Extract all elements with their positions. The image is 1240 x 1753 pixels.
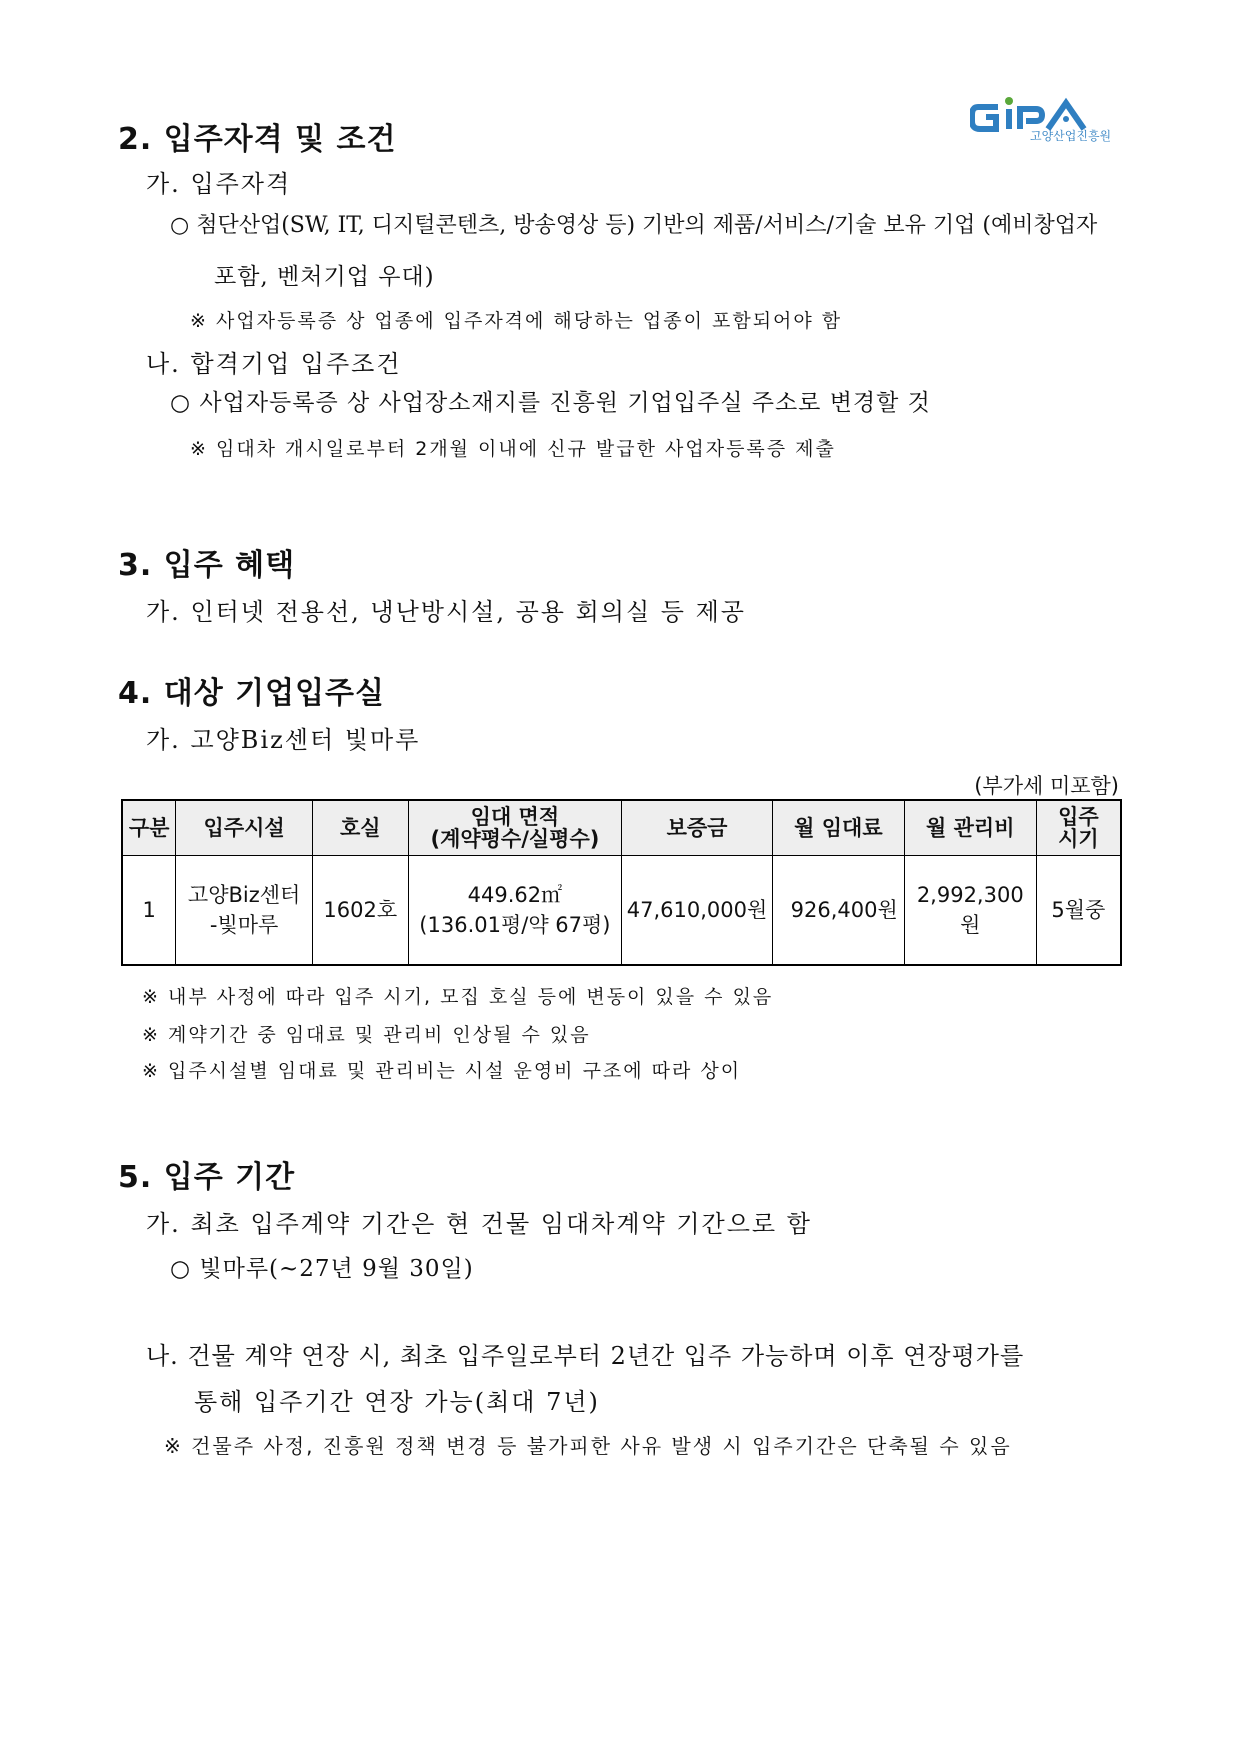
section-5-b-note: ※ 건물주 사정, 진흥원 정책 변경 등 불가피한 사유 발생 시 입주기간은 단축될 수 있음: [164, 1434, 1012, 1458]
section-2-a-label: 가. 입주자격: [146, 170, 292, 198]
header-facility: 입주시설: [176, 800, 313, 856]
header-time: [1036, 800, 1121, 856]
cell-deposit: 47,610,000원: [622, 856, 773, 966]
cell-time: 5월중: [1036, 856, 1121, 966]
section-2-title: 2. 입주자격 및 조건: [118, 122, 397, 157]
header-time-line1: 입주: [1058, 805, 1099, 829]
vat-note: (부가세 미포함): [974, 774, 1119, 798]
section-2-a-note: ※ 사업자등록증 상 업종에 입주자격에 해당하는 업종이 포함되어야 함: [190, 310, 843, 332]
table-row: [122, 856, 1121, 966]
section-4-note-3: ※ 입주시설별 임대료 및 관리비는 시설 운영비 구조에 따라 상이: [142, 1060, 742, 1082]
section-4-title: 4. 대상 기업입주실: [118, 676, 386, 711]
section-2-a-item-line2: 포함, 벤처기업 우대): [214, 264, 435, 290]
table-header-row: [122, 800, 1121, 856]
section-2-b-item: ○ 사업자등록증 상 사업장소재지를 진흥원 기업입주실 주소로 변경할 것: [170, 390, 931, 416]
section-5-b-label-line2: 통해 입주기간 연장 가능(최대 7년): [194, 1388, 600, 1416]
section-5-a-item: ○ 빛마루(~27년 9월 30일): [170, 1256, 474, 1282]
header-rent: 월 임대료: [772, 800, 904, 856]
header-room: 호실: [312, 800, 408, 856]
section-2-b-note: ※ 임대차 개시일로부터 2개월 이내에 신규 발급한 사업자등록증 제출: [190, 438, 836, 460]
cell-room: 1602호: [312, 856, 408, 966]
cell-facility-line2: -빛마루: [209, 913, 279, 937]
cell-facility: [176, 856, 313, 966]
section-4-note-2: ※ 계약기간 중 임대료 및 관리비 인상될 수 있음: [142, 1024, 591, 1046]
section-2-a-item-line1: ○ 첨단산업(SW, IT, 디지털콘텐츠, 방송영상 등) 기반의 제품/서비스/기술 보유 기업 (예비창업자: [170, 213, 1098, 238]
cell-area-line1: 449.62㎡: [467, 883, 563, 907]
header-mgmt: 월 관리비: [904, 800, 1036, 856]
header-no: 구분: [122, 800, 176, 856]
header-deposit: 보증금: [622, 800, 773, 856]
cell-mgmt: 2,992,300원: [904, 856, 1036, 966]
section-3-title: 3. 입주 혜택: [118, 548, 296, 583]
cell-rent: 926,400원: [772, 856, 904, 966]
header-area-line1: 임대 면적: [470, 805, 560, 829]
cell-no: 1: [122, 856, 176, 966]
gipa-logo: [970, 97, 1130, 147]
header-area: [408, 800, 621, 856]
section-4-a-label: 가. 고양Biz센터 빛마루: [146, 726, 421, 754]
section-4-note-1: ※ 내부 사정에 따라 입주 시기, 모집 호실 등에 변동이 있을 수 있음: [142, 986, 774, 1008]
header-time-line2: 시기: [1058, 827, 1099, 851]
section-5-title: 5. 입주 기간: [118, 1160, 296, 1195]
facility-table: [121, 799, 1122, 966]
section-5-b-label-line1: 나. 건물 계약 연장 시, 최초 입주일로부터 2년간 입주 가능하며 이후 연장평가를: [146, 1342, 1025, 1370]
cell-facility-line1: 고양Biz센터: [187, 883, 301, 907]
header-area-line2: (계약평수/실평수): [430, 827, 600, 851]
logo-text: 고양산업진흥원: [1030, 129, 1112, 143]
cell-area-line2: (136.01평/약 67평): [419, 913, 611, 937]
section-2-b-label: 나. 합격기업 입주조건: [146, 350, 402, 378]
cell-area: [408, 856, 621, 966]
section-5-a-label: 가. 최초 입주계약 기간은 현 건물 임대차계약 기간으로 함: [146, 1210, 812, 1238]
section-3-a-label: 가. 인터넷 전용선, 냉난방시설, 공용 회의실 등 제공: [146, 598, 746, 626]
